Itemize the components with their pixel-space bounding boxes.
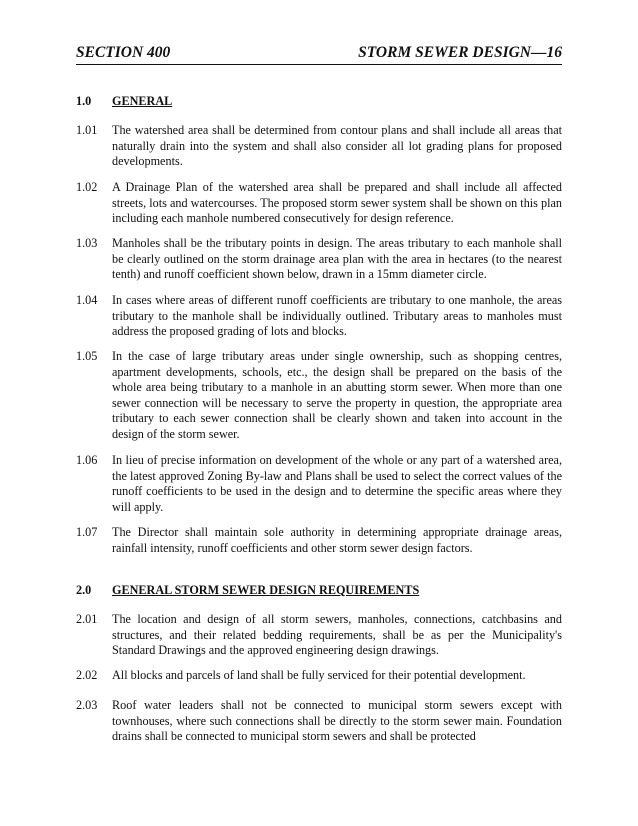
section-number: 2.0 — [76, 583, 92, 597]
clause — [76, 293, 562, 340]
clause — [76, 123, 562, 170]
clause-text: The Director shall maintain sole authority in determining appropriate drainage areas, rainfall intensity, runoff coefficients and other storm sewer design factors. — [112, 525, 562, 555]
clause-number: 2.02 — [76, 668, 98, 682]
section-heading-title: GENERAL STORM SEWER DESIGN REQUIREMENTS — [112, 583, 420, 597]
clause — [76, 236, 562, 283]
clause-number: 1.01 — [76, 123, 98, 137]
clause-number: 1.05 — [76, 349, 98, 363]
clause-text: Roof water leaders shall not be connected to municipal storm sewers except with townhouses, where such connections shall be directly to the storm sewer main. Foundation drains shall be connected to municipal storm sewers and shall be protected — [112, 698, 562, 744]
clause-text: The location and design of all storm sewers, manholes, connections, catchbasins and structures, and their related bedding requirements, shall be as per the Municipality's Standard Drawings and the approved engineering design drawings. — [112, 612, 562, 658]
section-title: STORM SEWER DESIGN—16 — [358, 44, 562, 61]
section-heading-title: GENERAL — [112, 94, 173, 108]
clause-number: 2.03 — [76, 698, 98, 712]
clause-text: The watershed area shall be determined from contour plans and shall include all areas that naturally drain into the system and shall also consider all lot grading plans for proposed developments. — [112, 123, 562, 169]
clause-number: 1.02 — [76, 180, 98, 194]
clause — [76, 453, 562, 515]
section-number: 1.0 — [76, 94, 92, 108]
section-label: SECTION 400 — [76, 44, 171, 61]
clause — [76, 349, 562, 443]
clause-text: Manholes shall be the tributary points in design. The areas tributary to each manhole shall be clearly outlined on the storm drainage area plan with the area in hectares (to the nearest tenth) and runoff coefficient shown below, drawn in a 15mm diameter circle. — [112, 236, 562, 282]
clause — [76, 698, 562, 745]
clause-number: 1.07 — [76, 525, 98, 539]
clause-text: In lieu of precise information on development of the whole or any part of a watershed area, the latest approved Zoning By-law and Plans shall be used to select the correct values of the runoff coefficients to be used in the design and to determine the specific areas where they will apply. — [112, 453, 562, 514]
clause-number: 1.06 — [76, 453, 98, 467]
clause-text: In cases where areas of different runoff coefficients are tributary to one manhole, the areas tributary to the manhole shall be individually outlined. Tributary areas to manholes must address the proposed grading of lots and blocks. — [112, 293, 562, 339]
clause-text: A Drainage Plan of the watershed area shall be prepared and shall include all affected streets, lots and watercourses. The proposed storm sewer system shall be shown on this plan including each manhole numbered consecutively for design reference. — [112, 180, 562, 226]
clause — [76, 180, 562, 227]
clause-number: 1.04 — [76, 293, 98, 307]
clause-text: In the case of large tributary areas under single ownership, such as shopping centres, apartment developments, schools, etc., the design shall be prepared on the basis of the whole area being tributary to a manhole in an abutting storm sewer. When more than one sewer connection will be necessary to serve the property in question, the appropriate area tributary to each sewer connection shall be clearly shown and taken into account in the design of the storm sewer. — [112, 349, 562, 441]
clause-text: All blocks and parcels of land shall be fully serviced for their potential development. — [112, 668, 526, 682]
clause — [76, 668, 562, 684]
page-header — [76, 44, 562, 65]
clause-number: 1.03 — [76, 236, 98, 250]
clause — [76, 612, 562, 659]
clause-number: 2.01 — [76, 612, 98, 626]
clause — [76, 525, 562, 556]
